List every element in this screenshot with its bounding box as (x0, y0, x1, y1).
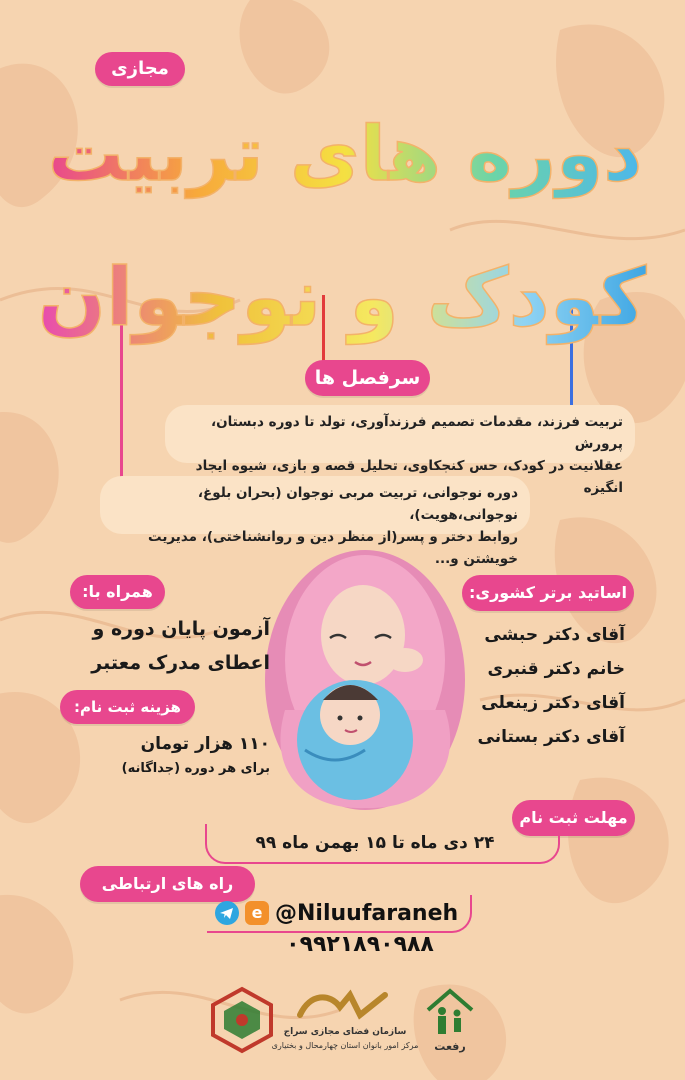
teacher-3: آقای دکتر زینعلی (481, 693, 625, 713)
topic1-line1: تربیت فرزند، مقدمات تصمیم فرزندآوری، تولد تا دوره دبستان، پرورش (210, 414, 623, 452)
title-line2: کودک و نوجوان (37, 251, 647, 344)
topic-box-1 (165, 405, 635, 496)
logo-center-line1: سازمان فضای مجازی سراج (283, 1027, 407, 1037)
topic2-line2: روابط دختر و پسر(از منظر دین و روانشناختی)، مدیریت خویشتن و... (148, 529, 518, 567)
logo-left-family (420, 985, 480, 1040)
contact-label: راه های ارتباطی (80, 866, 255, 902)
title-line1-art (47, 95, 643, 205)
contact-phone[interactable]: ۰۹۹۲۱۸۹۰۹۸۸ (286, 932, 434, 957)
mother-child-illustration (255, 540, 475, 815)
topic2-line1: دوره نوجوانی، تربیت مربی نوجوان (بحران بلوغ، نوجوانی،هویت)، (197, 485, 518, 523)
fee-amount: ۱۱۰ هزار تومان (140, 734, 270, 754)
logo-left-caption: رفعت (434, 1040, 466, 1053)
with-item-2: اعطای مدرک معتبر (91, 652, 270, 674)
with-label: همراه با: (70, 575, 165, 609)
fee-note: برای هر دوره (جداگانه) (121, 761, 270, 776)
with-item-1: آزمون پایان دوره و (92, 618, 270, 640)
headings-label: سرفصل ها (305, 360, 430, 396)
teacher-4: آقای دکتر بستانی (477, 727, 625, 747)
logo-center-line2: مرکز امور بانوان استان چهارمحال و بختیاری (271, 1041, 419, 1050)
teacher-2: خانم دکتر قنبری (487, 659, 625, 679)
teachers-list (450, 618, 625, 754)
with-list (70, 612, 270, 680)
teachers-label: اساتید برتر کشوری: (462, 575, 634, 611)
contact-handle[interactable]: @Niluufaraneh (275, 900, 459, 926)
topic-box-2 (100, 476, 530, 567)
fee-label: هزینه ثبت نام: (60, 690, 195, 724)
deadline-label: مهلت ثبت نام (512, 800, 635, 836)
deadline-value: ۲۴ دی ماه تا ۱۵ بهمن ماه ۹۹ (255, 833, 495, 853)
fee-block (70, 730, 270, 780)
eitaa-icon[interactable]: e (245, 901, 269, 925)
badge-online: مجازی (95, 52, 185, 86)
telegram-icon[interactable] (215, 901, 239, 925)
teacher-1: آقای دکتر حبشی (484, 625, 625, 645)
title-line2-art (37, 235, 647, 350)
logo-center-seraj (290, 985, 400, 1027)
topic1-line2: عقلانیت در کودک، حس کنجکاوی، تحلیل قصه و بازی، شیوه ایجاد انگیزه (195, 458, 623, 496)
contact-row (215, 898, 475, 928)
title-line1: دوره های تربیت (47, 109, 643, 198)
